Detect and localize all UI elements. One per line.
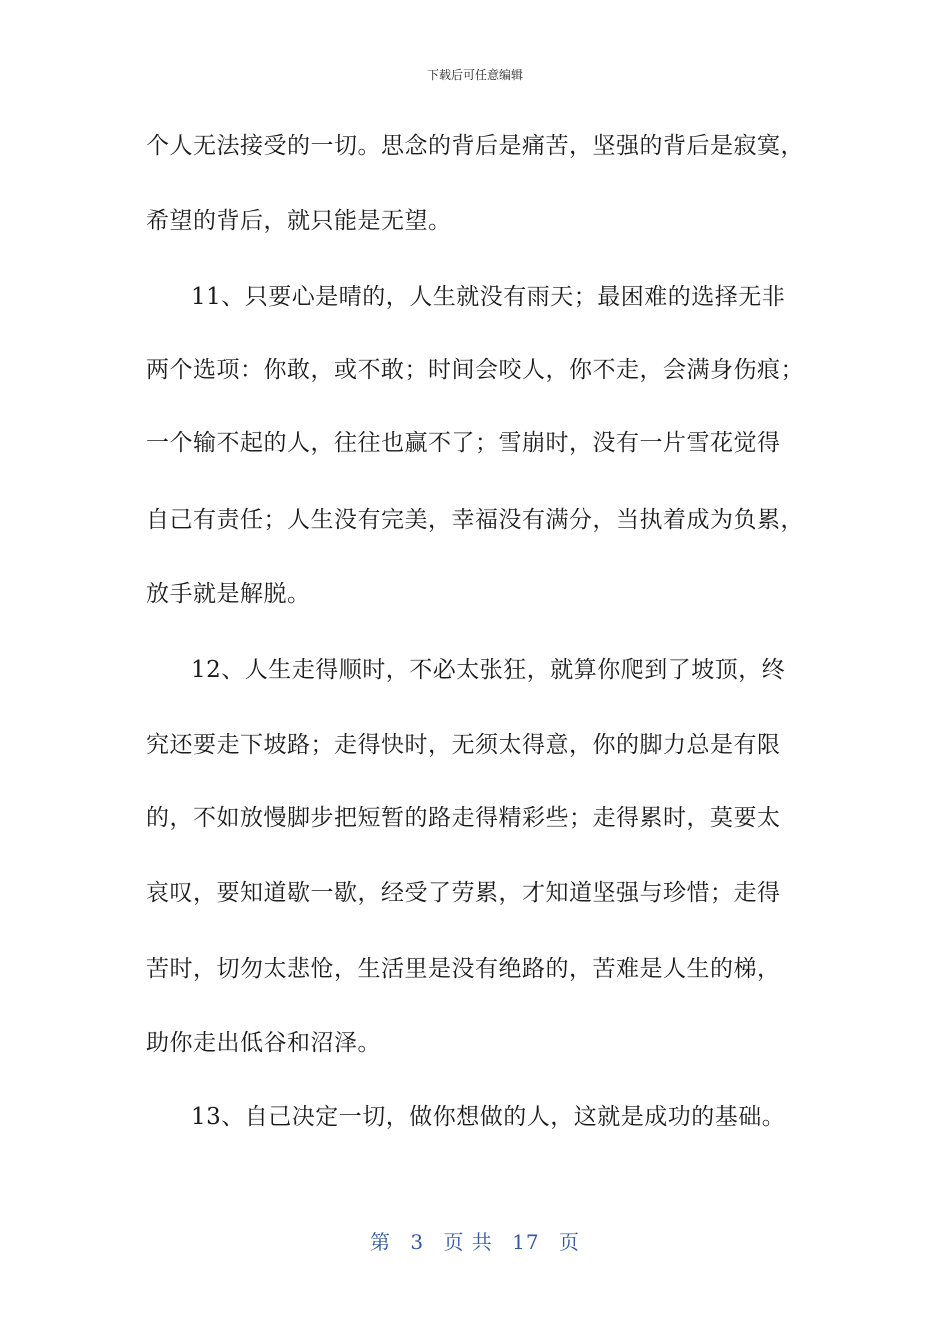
page-header: 下载后可任意编辑 [426, 68, 523, 82]
text-line: 两个选项：你敢，或不敢；时间会咬人，你不走，会满身伤痕； [146, 357, 804, 383]
text-line: 哀叹，要知道歇一歇，经受了劳累，才知道坚强与珍惜；走得 [146, 880, 781, 906]
text-line: 一个输不起的人，往往也赢不了；雪崩时，没有一片雪花觉得 [146, 430, 781, 456]
text-line: 12、人生走得顺时，不必太张狂，就算你爬到了坡顶，终 [191, 657, 786, 683]
text-line: 13、自己决定一切，做你想做的人，这就是成功的基础。 [191, 1104, 786, 1130]
text-line: 助你走出低谷和沼泽。 [146, 1030, 381, 1056]
text-line: 自己有责任；人生没有完美，幸福没有满分，当执着成为负累， [146, 507, 804, 533]
footer-label-of: 页 共 [443, 1230, 493, 1254]
text-line: 希望的背后，就只能是无望。 [146, 208, 452, 234]
footer-label-pages: 页 [558, 1230, 580, 1254]
text-line: 的，不如放慢脚步把短暂的路走得精彩些；走得累时，莫要太 [146, 805, 781, 831]
footer-total-pages: 17 [512, 1230, 540, 1254]
text-line: 究还要走下坡路；走得快时，无须太得意，你的脚力总是有限 [146, 732, 781, 758]
text-line: 苦时，切勿太悲怆，生活里是没有绝路的，苦难是人生的梯， [146, 956, 781, 982]
footer-label-page: 第 [370, 1230, 391, 1254]
text-line: 个人无法接受的一切。思念的背后是痛苦，坚强的背后是寂寞， [146, 133, 804, 159]
page-footer [0, 1226, 950, 1255]
footer-current-page: 3 [410, 1230, 425, 1254]
text-line: 放手就是解脱。 [146, 581, 311, 607]
text-line: 11、只要心是晴的，人生就没有雨天；最困难的选择无非 [191, 284, 786, 310]
